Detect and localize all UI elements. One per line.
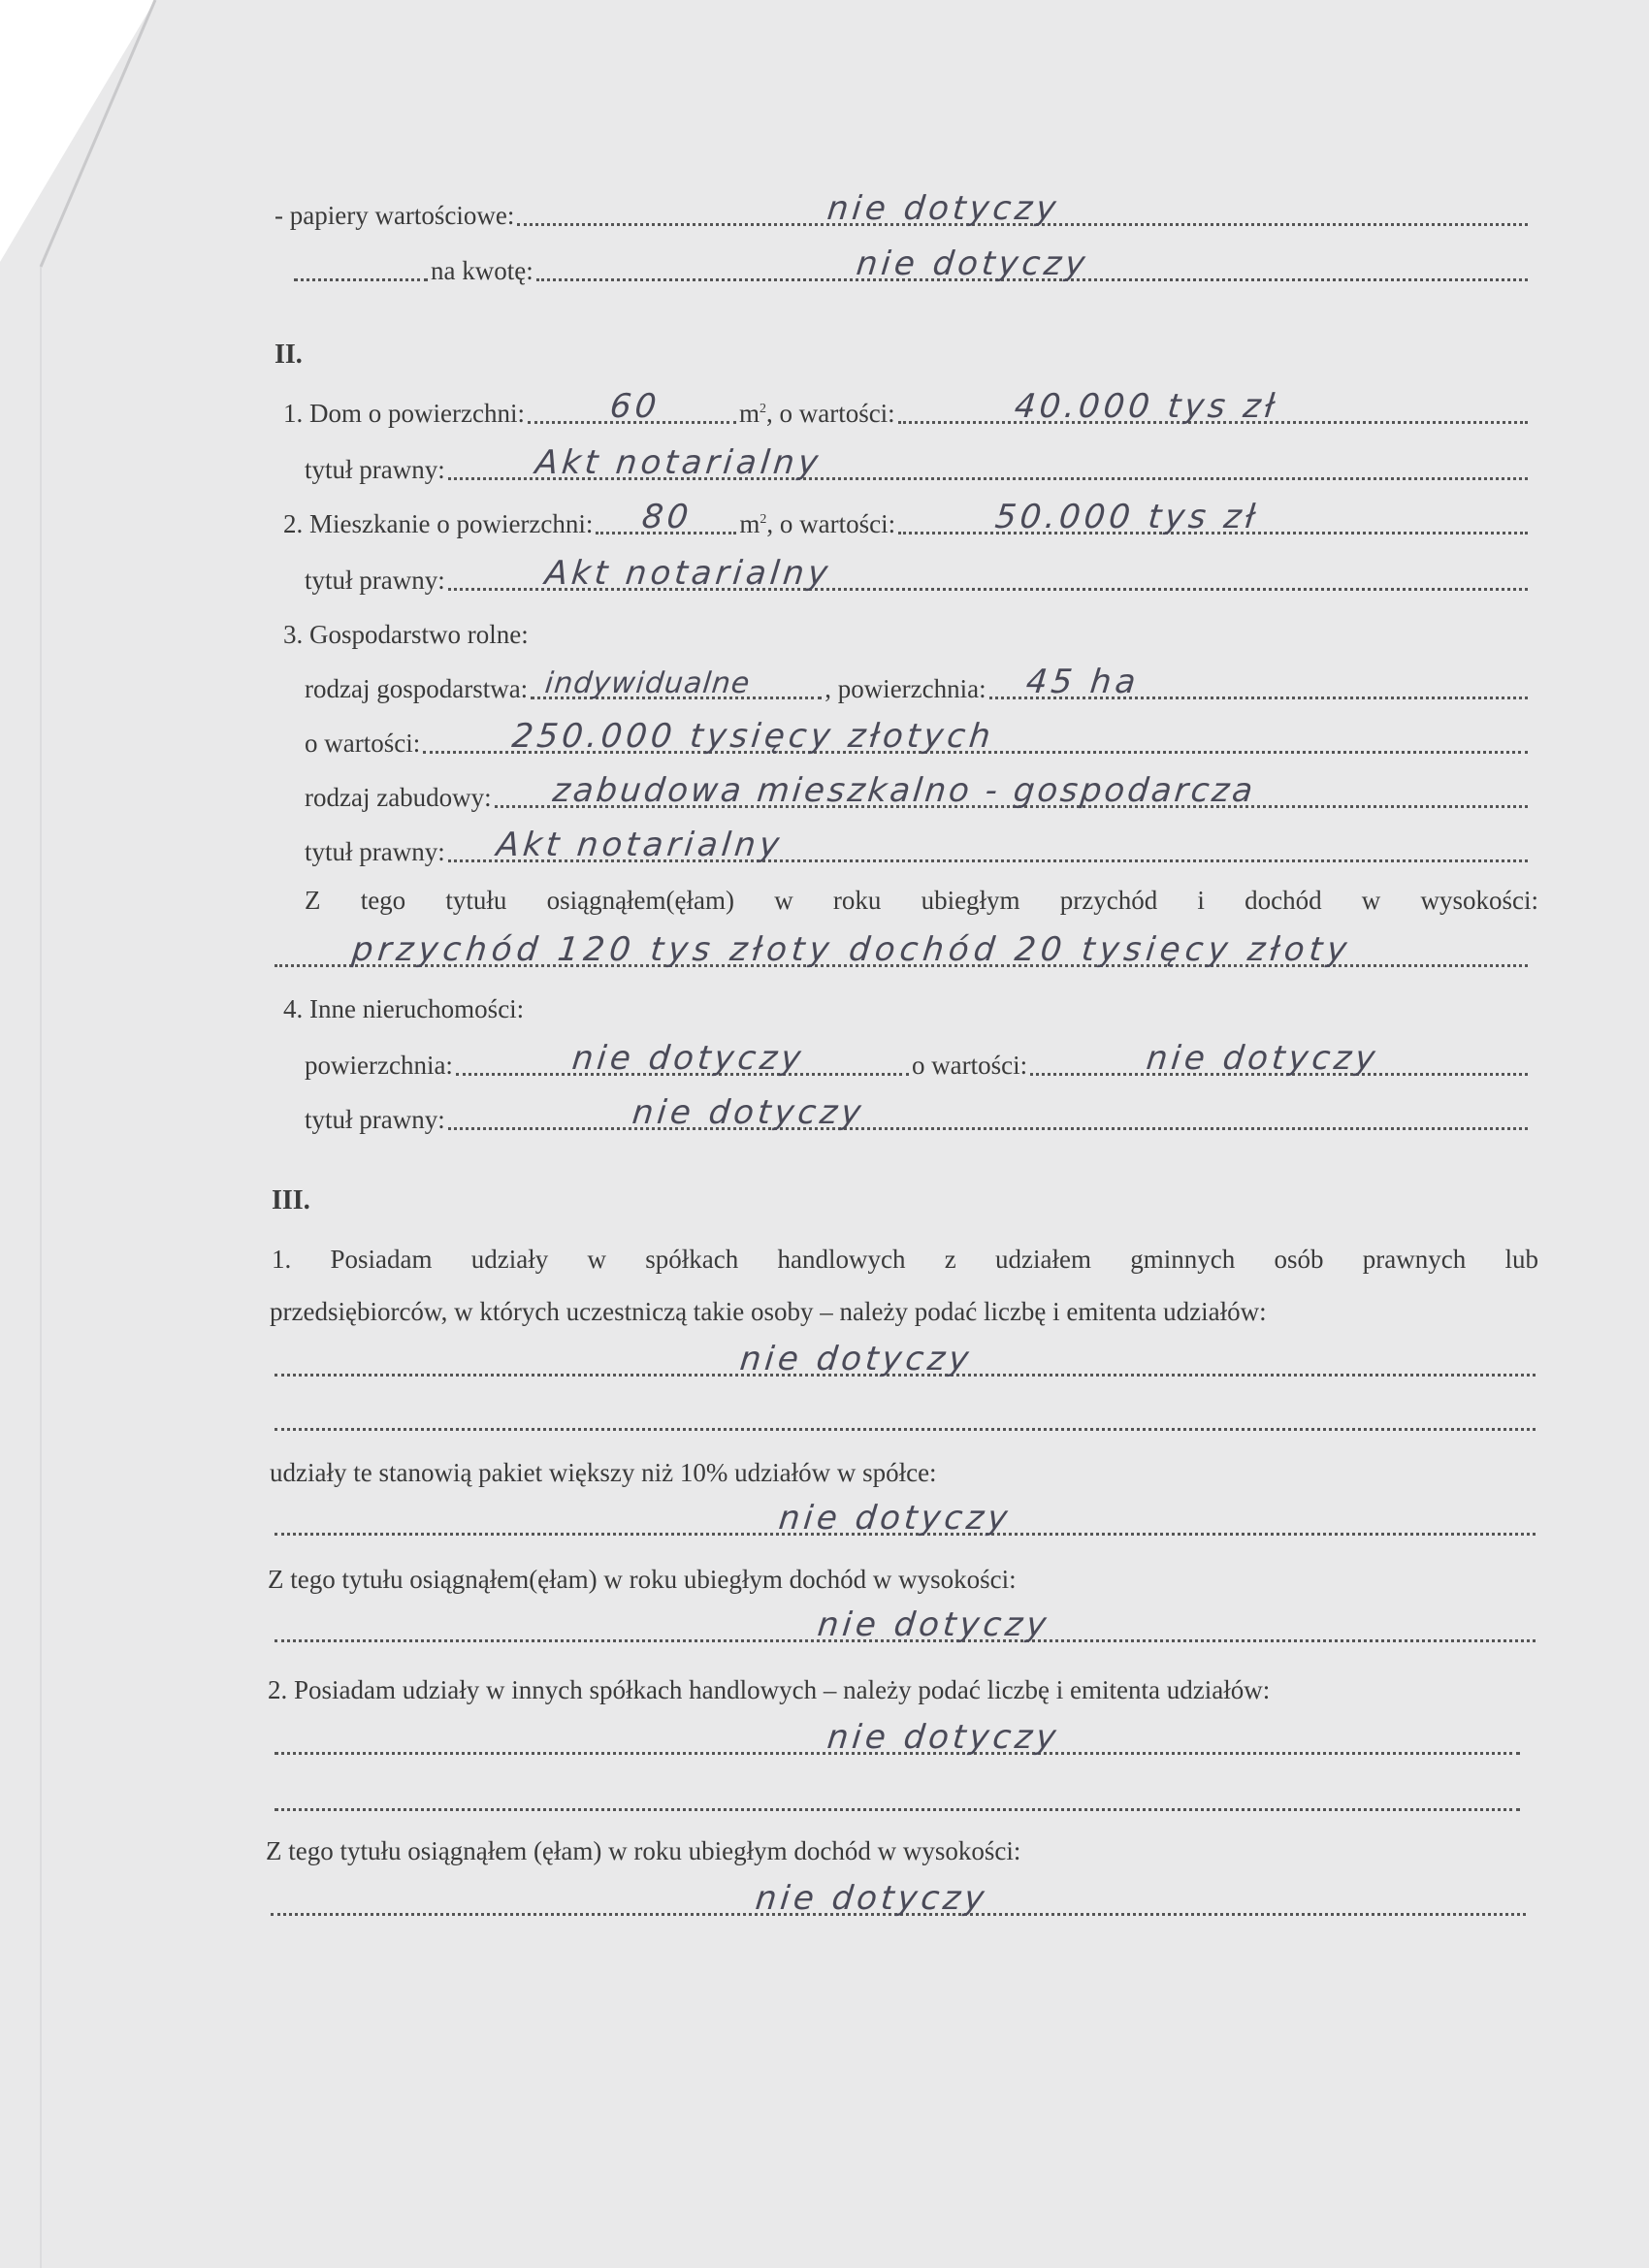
inne-value: nie dotyczy [1145, 1039, 1381, 1078]
q1-pakiet-label: udziały te stanowią pakiet większy niż 10% udziałów w spółce: [270, 1458, 937, 1487]
gospodarstwo-label: 3. Gospodarstwo rolne: [283, 620, 529, 649]
gospodarstwo-type-label: rodzaj gospodarstwa: [305, 674, 529, 703]
inne-title-label: tytuł prawny: [305, 1105, 445, 1134]
q2-answer-field[interactable] [275, 1713, 1520, 1755]
q2-income-field[interactable] [271, 1874, 1526, 1916]
papiery-field[interactable] [517, 184, 1528, 226]
mieszkanie-area: 80 [640, 498, 695, 536]
q2-income-label: Z tego tytułu osiągnąłem (ęłam) w roku ubiegłym dochód w wysokości: [266, 1836, 1021, 1865]
mieszkanie-label: 2. Mieszkanie o powierzchni: [283, 509, 594, 538]
q1-answer-row [272, 1341, 1538, 1383]
q2-answer-row [272, 1719, 1523, 1762]
mieszkanie-title-field[interactable] [448, 549, 1528, 591]
gospodarstwo-title-row [305, 826, 1531, 869]
q1-answer: nie dotyczy [737, 1340, 975, 1378]
section-iii-header: III. [272, 1185, 310, 1215]
mieszkanie-value-label: , o wartości: [766, 509, 896, 538]
gospodarstwo-area-field[interactable] [989, 658, 1528, 699]
gospodarstwo-type: indywidualne [543, 666, 753, 700]
gospodarstwo-area: 45 ha [1023, 663, 1142, 701]
gospodarstwo-income-text: Z tego tytułu osiągnąłem(ęłam) w roku ubiegłym przychód i dochód w wysokości: [305, 886, 1538, 915]
mieszkanie-value-field[interactable] [898, 493, 1528, 535]
gospodarstwo-area-label: , powierzchnia: [824, 674, 986, 703]
kwota-prefix-field[interactable] [294, 240, 428, 281]
kwota-label: na kwotę: [431, 256, 534, 285]
gospodarstwo-value-label: o wartości: [305, 729, 421, 758]
gospodarstwo-income-row [272, 931, 1531, 974]
q2-answer: nie dotyczy [824, 1718, 1062, 1757]
inne-title-field[interactable] [448, 1088, 1528, 1130]
dom-row [283, 388, 1531, 431]
kwota-field[interactable] [536, 240, 1528, 281]
inne-area-label: powierzchnia: [305, 1051, 453, 1080]
inne-title-row [305, 1094, 1531, 1137]
inne-row [283, 984, 962, 1026]
dom-value: 40.000 tys zł [1012, 387, 1280, 426]
kwota-value: nie dotyczy [854, 244, 1091, 283]
mieszkanie-title-row [305, 555, 1531, 598]
gospodarstwo-build-row [305, 772, 1531, 815]
q2-answer-field-2[interactable] [275, 1769, 1520, 1811]
dom-title: Akt notarialny [533, 443, 824, 482]
papiery-row [275, 190, 1531, 233]
section-ii-header: II. [275, 340, 303, 370]
dom-area: 60 [607, 387, 663, 426]
gospodarstwo-type-row [305, 664, 1531, 706]
gospodarstwo-title: Akt notarialny [494, 826, 785, 864]
dom-title-label: tytuł prawny: [305, 455, 445, 484]
q2-income-answer: nie dotyczy [753, 1879, 990, 1918]
dom-label: 1. Dom o powierzchni: [283, 399, 525, 428]
q2-income-row [268, 1880, 1529, 1923]
inne-area-field[interactable] [456, 1034, 909, 1076]
gospodarstwo-title-field[interactable] [448, 821, 1528, 862]
gospodarstwo-income: przychód 120 tys złoty dochód 20 tysięcy złoty [349, 930, 1354, 969]
kwota-row [291, 245, 1531, 288]
q1-income-label: Z tego tytułu osiągnąłem(ęłam) w roku ubiegłym dochód w wysokości: [268, 1565, 1017, 1594]
q1-pakiet-field[interactable] [275, 1494, 1536, 1536]
inne-value-field[interactable] [1030, 1034, 1528, 1076]
q2-answer-row-2 [272, 1775, 1523, 1818]
gospodarstwo-value-row [305, 718, 1531, 761]
q1-answer-row-2 [272, 1395, 1538, 1438]
q1-income-row [272, 1606, 1538, 1649]
mieszkanie-unit: $m^2$ [739, 509, 767, 538]
dom-title-row [305, 444, 1531, 487]
q1-answer-field[interactable] [275, 1335, 1536, 1377]
dom-value-label: , o wartości: [765, 399, 895, 428]
inne-value-label: o wartości: [911, 1051, 1028, 1080]
gospodarstwo-value: 250.000 tysięcy złotych [510, 717, 997, 756]
gospodarstwo-income-field[interactable] [275, 925, 1528, 967]
papiery-value: nie dotyczy [825, 189, 1062, 228]
mieszkanie-area-field[interactable] [596, 493, 736, 535]
q1-answer-field-2[interactable] [275, 1389, 1536, 1431]
q1-income-answer: nie dotyczy [815, 1605, 1052, 1644]
gospodarstwo-value-field[interactable] [423, 712, 1528, 754]
inne-label: 4. Inne nieruchomości: [283, 994, 525, 1023]
gospodarstwo-build: zabudowa mieszkalno - gospodarcza [550, 771, 1257, 810]
mieszkanie-row [283, 499, 1531, 541]
mieszkanie-title-label: tytuł prawny: [305, 566, 445, 595]
dom-value-field[interactable] [898, 382, 1528, 424]
q1-pakiet-row [272, 1500, 1538, 1542]
gospodarstwo-build-label: rodzaj zabudowy: [305, 783, 492, 812]
gospodarstwo-type-field[interactable] [531, 658, 822, 699]
inne-title: nie dotyczy [630, 1093, 867, 1132]
inne-area: nie dotyczy [569, 1039, 807, 1078]
dom-area-field[interactable] [528, 382, 736, 424]
q1-text-line1: 1. Posiadam udziały w spółkach handlowych z udziałem gminnych osób prawnych lub [272, 1245, 1538, 1274]
mieszkanie-value: 50.000 tys zł [993, 498, 1261, 536]
papiery-label: - papiery wartościowe: [275, 201, 515, 230]
q2-text: 2. Posiadam udziały w innych spółkach handlowych – należy podać liczbę i emitenta udziałów: [268, 1675, 1271, 1704]
inne-area-row [305, 1040, 1531, 1083]
dom-unit: $m^2$ [738, 399, 766, 428]
q1-text-line2: przedsiębiorców, w których uczestniczą takie osoby – należy podać liczbę i emitenta udziałów: [270, 1297, 1267, 1326]
q1-income-field[interactable] [275, 1601, 1536, 1642]
gospodarstwo-title-label: tytuł prawny: [305, 837, 445, 866]
dom-title-field[interactable] [448, 438, 1528, 480]
q1-pakiet-answer: nie dotyczy [776, 1499, 1014, 1538]
gospodarstwo-row [283, 609, 962, 652]
mieszkanie-title: Akt notarialny [542, 554, 833, 593]
gospodarstwo-build-field[interactable] [495, 766, 1528, 808]
